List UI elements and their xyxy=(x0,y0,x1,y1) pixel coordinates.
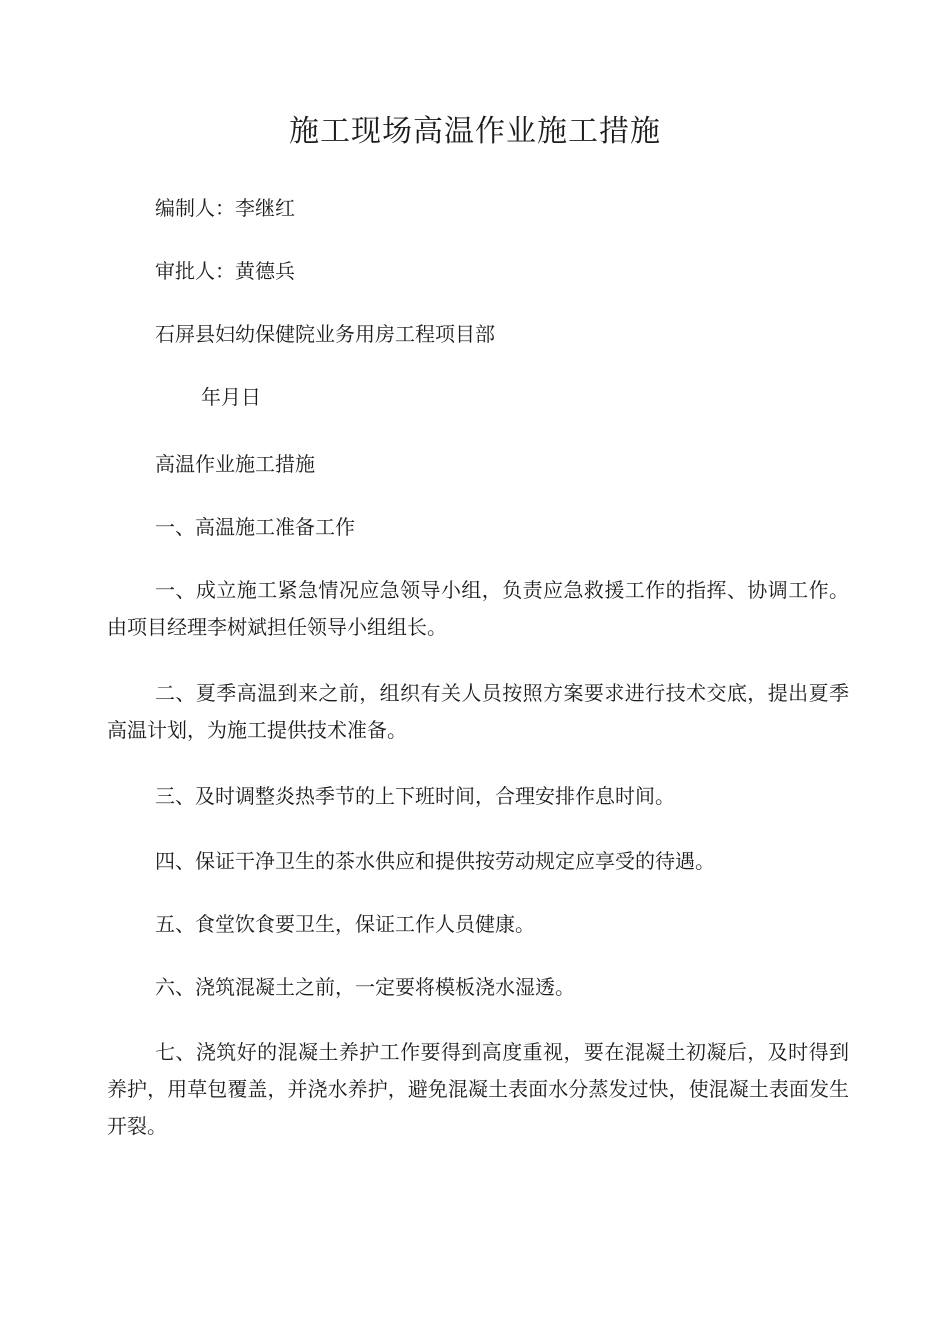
measure-item-3: 三、及时调整炎热季节的上下班时间，合理安排作息时间。 xyxy=(155,784,675,808)
measure-item-7: 七、浇筑好的混凝土养护工作要得到高度重视，要在混凝土初凝后，及时得到养护，用草包覆盖，并浇水养护，避免混凝土表面水分蒸发过快，使混凝土表面发生开裂。 xyxy=(107,1040,849,1138)
measure-item-2: 二、夏季高温到来之前，组织有关人员按照方案要求进行技术交底，提出夏季高温计划，为施工提供技术准备。 xyxy=(107,681,849,742)
section-title: 高温作业施工措施 xyxy=(155,452,315,476)
organization-line: 石屏县妇幼保健院业务用房工程项目部 xyxy=(155,322,495,346)
measure-item-5: 五、食堂饮食要卫生，保证工作人员健康。 xyxy=(155,912,535,936)
date-line: 年月日 xyxy=(201,385,261,409)
measure-item-4: 四、保证干净卫生的茶水供应和提供按劳动规定应享受的待遇。 xyxy=(155,849,715,873)
document-title: 施工现场高温作业施工措施 xyxy=(289,114,661,149)
compiler-line: 编制人：李继红 xyxy=(155,196,295,220)
approver-line: 审批人：黄德兵 xyxy=(155,259,295,283)
measure-item-1: 一、成立施工紧急情况应急领导小组，负责应急救援工作的指挥、协调工作。由项目经理李树斌担任领导小组组长。 xyxy=(107,578,849,639)
measure-item-6: 六、浇筑混凝土之前，一定要将模板浇水湿透。 xyxy=(155,975,575,999)
section-heading: 一、高温施工准备工作 xyxy=(155,515,355,539)
